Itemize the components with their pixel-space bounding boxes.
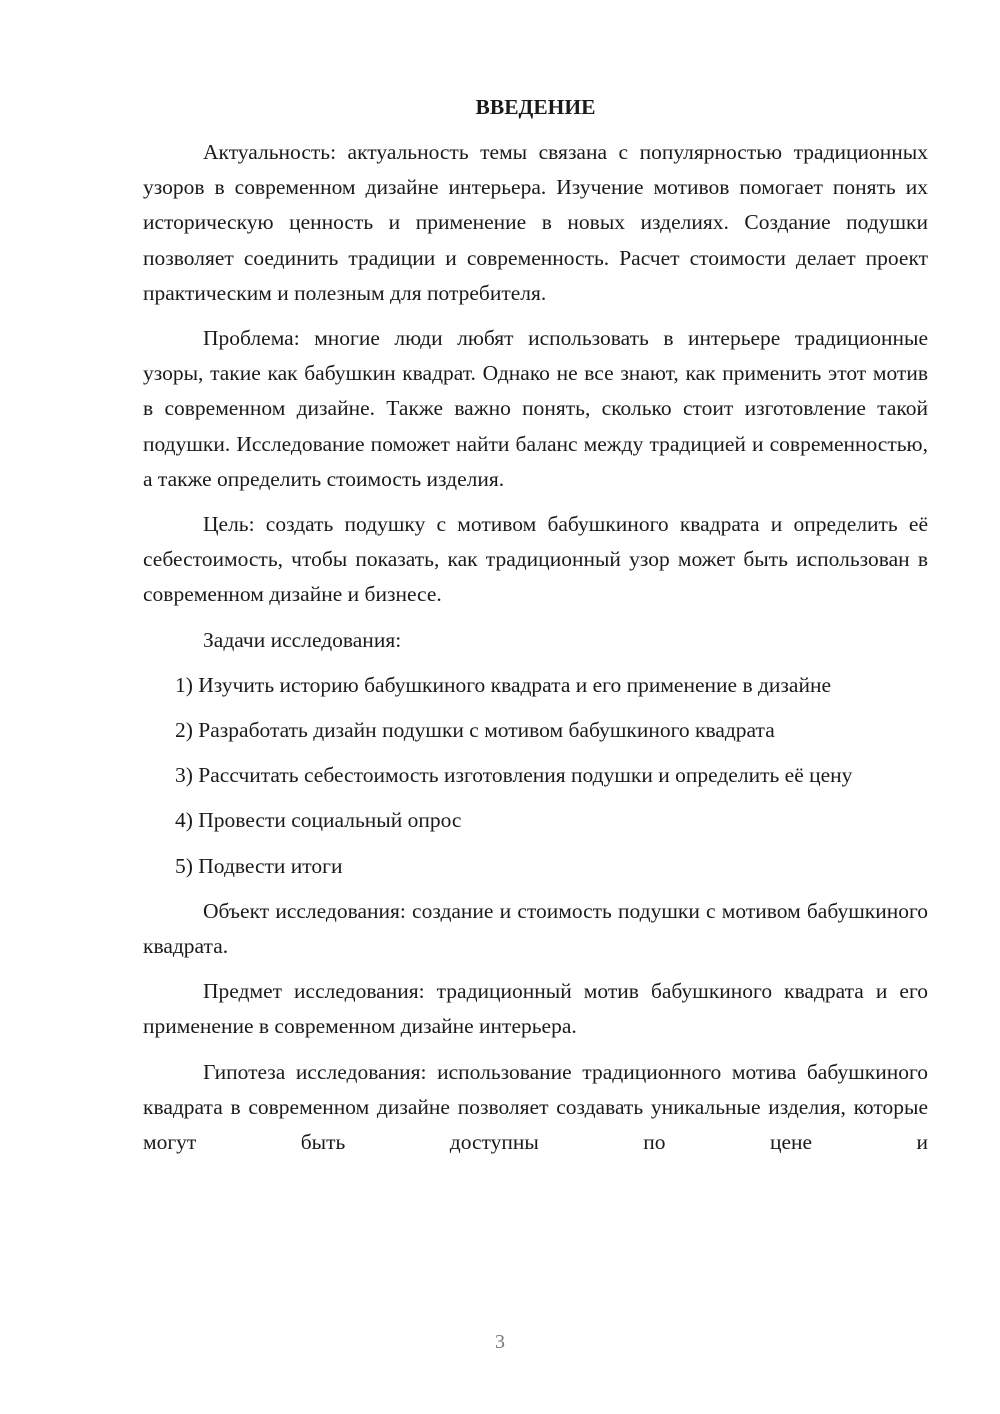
hypothesis-paragraph: Гипотеза исследования: использование традиционного мотива бабушкиного квадрата в современном дизайне позволяет создавать уникальные изделия, которые могут быть доступны по цене и: [143, 1059, 928, 1155]
relevance-paragraph: Актуальность: актуальность темы связана с популярностью традиционных узоров в современном дизайне интерьера. Изучение мотивов помогает понять их историческую ценность и применение в новых изделиях. Создание подушки позволяет соединить традиции и современность. Расчет стоимости делает проект практическим и полезным для потребителя.: [143, 140, 928, 305]
tasks-heading: Задачи исследования:: [203, 627, 402, 652]
section-title: ВВЕДЕНИЕ: [475, 95, 596, 119]
task-item-4: 4) Провести социальный опрос: [175, 808, 462, 833]
task-item-2: 2) Разработать дизайн подушки с мотивом бабушкиного квадрата: [175, 718, 775, 743]
task-item-1: 1) Изучить историю бабушкиного квадрата и его применение в дизайне: [175, 672, 832, 697]
task-item-5: 5) Подвести итоги: [175, 853, 343, 878]
goal-paragraph: Цель: создать подушку с мотивом бабушкиного квадрата и определить её себестоимость, чтобы показать, как традиционный узор может быть использован в современном дизайне и бизнесе.: [143, 512, 928, 607]
problem-paragraph: Проблема: многие люди любят использовать в интерьере традиционные узоры, такие как бабушкин квадрат. Однако не все знают, как применить этот мотив в современном дизайне. Также важно понять, сколько стоит изготовление такой подушки. Исследование поможет найти баланс между традицией и современностью, а также определить стоимость изделия.: [143, 326, 928, 491]
object-paragraph: Объект исследования: создание и стоимость подушки с мотивом бабушкиного квадрата.: [143, 898, 928, 959]
task-item-3: 3) Рассчитать себестоимость изготовления подушки и определить её цену: [175, 763, 853, 788]
document-page: [143, 90, 928, 1170]
page-number: 3: [495, 1331, 505, 1353]
subject-paragraph: Предмет исследования: традиционный мотив бабушкиного квадрата и его применение в современном дизайне интерьера.: [143, 979, 928, 1039]
